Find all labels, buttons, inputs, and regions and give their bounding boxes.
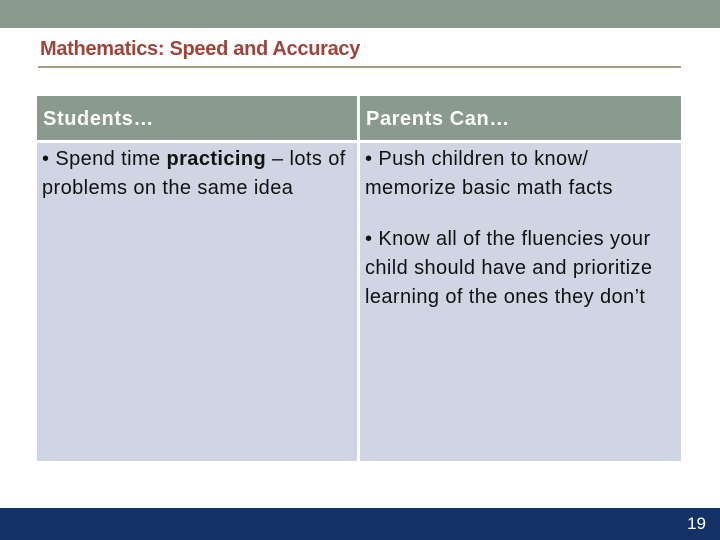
students-item (42, 145, 353, 203)
students-item-rest: – lots of problems on the same idea (42, 148, 346, 199)
parents-item: • Know all of the fluencies your child should have and prioritize learning of the ones they don’t (365, 228, 653, 308)
page-number: 19 (687, 514, 706, 533)
footer-band (0, 508, 720, 540)
parents-cell (360, 143, 681, 461)
top-band (0, 0, 720, 28)
parents-item: • Push children to know/ memorize basic math facts (365, 148, 613, 199)
students-item-emphasis: practicing (166, 148, 267, 170)
students-item-lead: • Spend time (42, 148, 167, 170)
slide-title: Mathematics: Speed and Accuracy (40, 38, 361, 60)
header-parents: Parents Can… (360, 96, 681, 140)
header-students: Students… (37, 96, 357, 140)
students-cell (37, 143, 357, 461)
title-underline (38, 66, 681, 68)
comparison-table (37, 96, 681, 461)
